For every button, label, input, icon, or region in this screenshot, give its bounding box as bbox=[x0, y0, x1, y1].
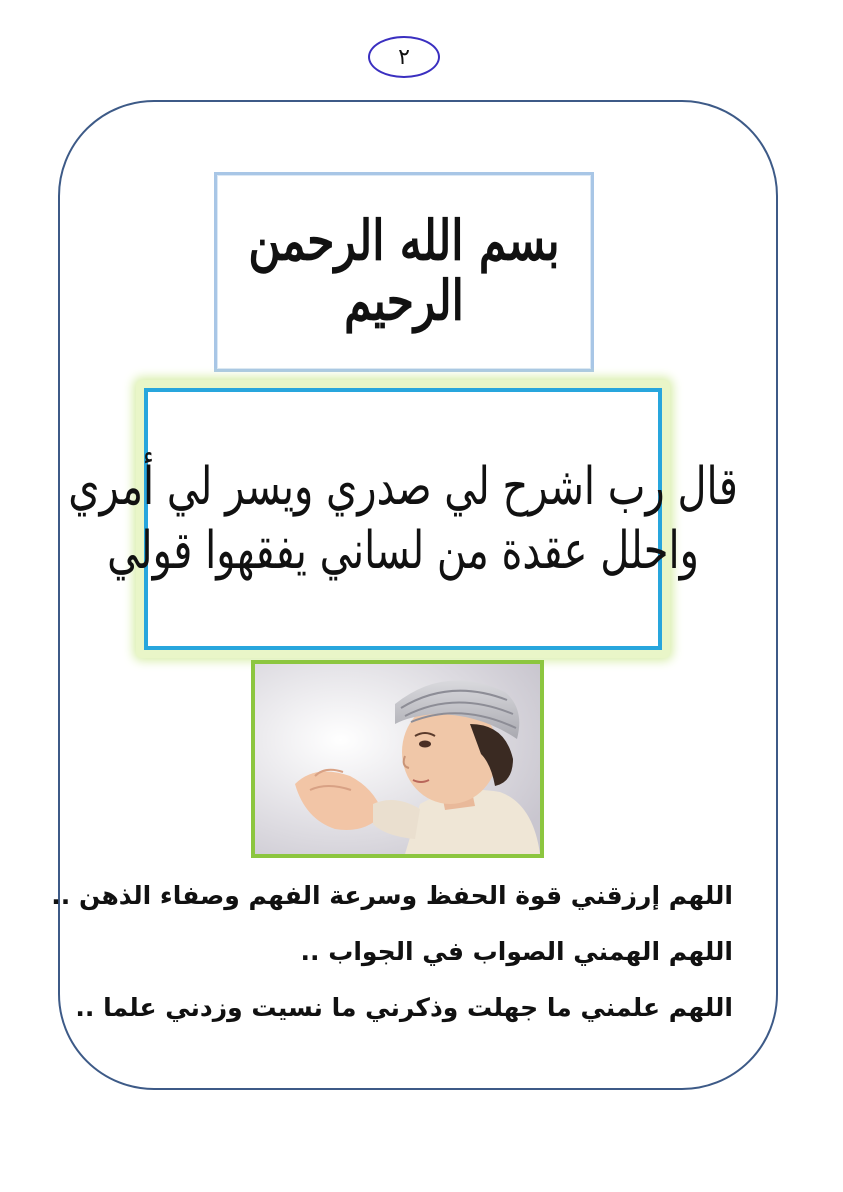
duaa-list bbox=[51, 868, 733, 1036]
praying-child-illustration bbox=[255, 664, 540, 854]
duaa-line-1: اللهم إرزقني قوة الحفظ وسرعة الفهم وصفاء الذهن .. bbox=[51, 881, 733, 910]
page-number-badge bbox=[368, 36, 440, 78]
praying-child-photo bbox=[251, 660, 544, 858]
ayah-line-1: قال رب اشرح لي صدري ويسر لي أمري bbox=[68, 457, 738, 517]
ayah-inner-frame bbox=[68, 388, 738, 650]
basmala-calligraphy: بسم الله الرحمن الرحيم bbox=[248, 209, 560, 334]
ayah-line-2: واحلل عقدة من لساني يفقهوا قولي bbox=[107, 521, 699, 581]
duaa-line-3: اللهم علمني ما جهلت وذكرني ما نسيت وزدني علما .. bbox=[75, 993, 733, 1022]
ayah-panel bbox=[68, 380, 738, 658]
page-number: ٢ bbox=[398, 44, 410, 70]
duaa-line-2: اللهم الهمني الصواب في الجواب .. bbox=[300, 937, 733, 966]
basmala-panel bbox=[214, 172, 594, 372]
